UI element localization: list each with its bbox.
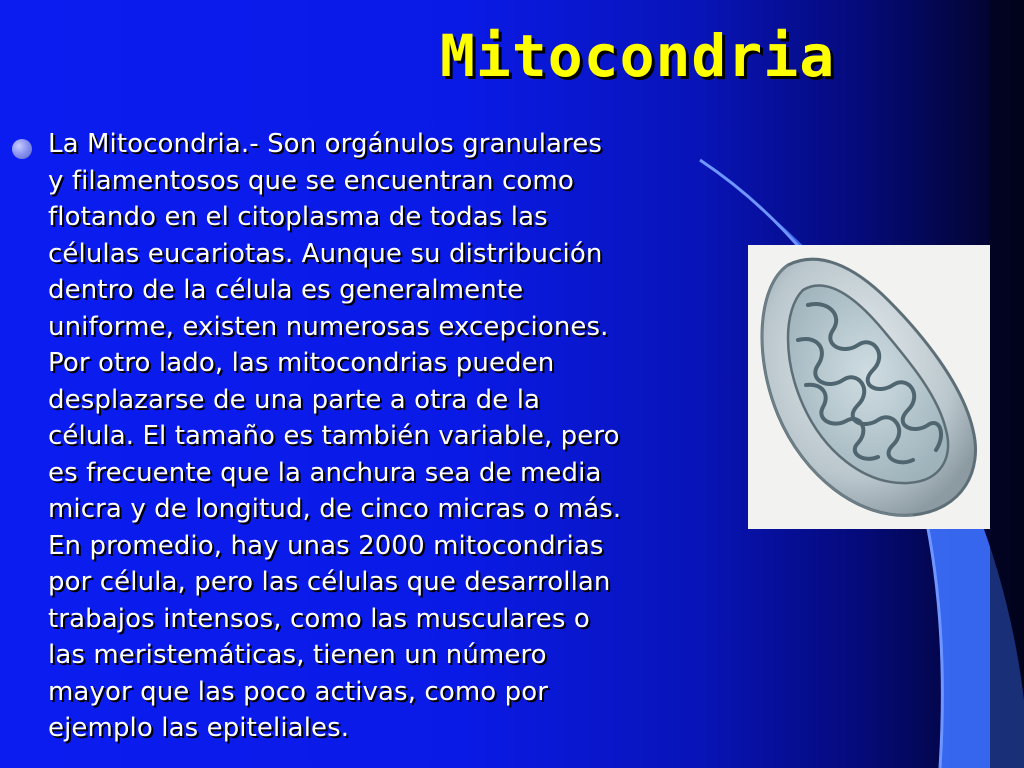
mitochondrion-illustration-icon [748, 245, 990, 529]
dark-side-band [990, 0, 1024, 768]
bullet-icon [12, 139, 32, 159]
mitochondrion-image [748, 245, 990, 529]
slide-title: Mitocondria [440, 22, 836, 90]
bullet-text: La Mitocondria.- Son orgánulos granulares y filamentosos que se encuentran como flotando en el citoplasma de todas las células eucariotas. Aunque su distribución dentro de la célula es generalmente uniforme, existen numerosas excepciones. Por otro lado, las mitocondrias pueden desplazarse de una parte a otra de la célula. El tamaño es también variable, pero es frecuente que la anchura sea de media micra y de longitud, de cinco micras o más. En promedio, hay unas 2000 mitocondrias por célula, pero las células que desarrollan trabajos intensos, como las musculares o las meristemáticas, tienen un número mayor que las poco activas, como por ejemplo las epiteliales. [48, 129, 622, 743]
